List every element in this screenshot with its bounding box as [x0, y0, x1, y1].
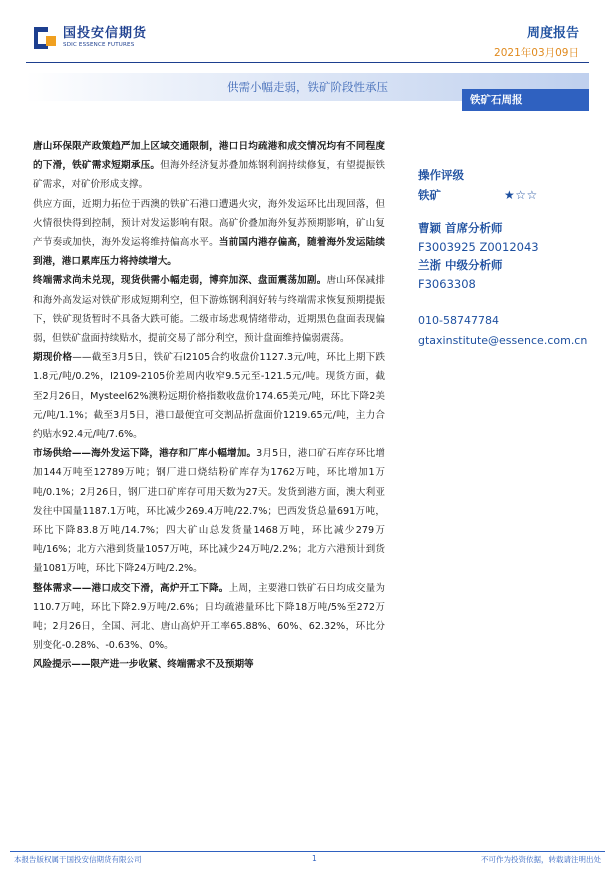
report-date: 2021年03月09日 [494, 47, 579, 59]
supply-text: 供应方面，近期力拓位于西澳的铁矿石港口遭遇火灾，海外发运环比出现回落，但火情很快得到控制，预计对发运影响有限。高矿价叠加海外复苏预期影响，矿山复产节奏或加快，海外发运将维持偏高水平。 [33, 198, 385, 249]
footer-disclaimer: 不可作为投资依据，转载请注明出处 [481, 855, 601, 864]
logo-text-en: SDIC ESSENCE FUTURES [63, 42, 135, 48]
prices-text: ——截至3月5日，铁矿石I2105合约收盘价1127.3元/吨，环比上期下跌1.8元/吨/0.2%，I2109-2105价差周内收窄9.5元至-121.5元/吨。现货方面，截至2月26日，Mysteel62%澳粉远期价格指数收盘价174.65美元/吨，环比下降2美元/吨/1.1%；截至3月5日，港口最便宜可交割品折盘面价1219.65元/吨，主力合约贴水92.4元/吨/7.6%。 [33, 352, 385, 441]
side-panel [418, 165, 608, 351]
paragraph-supply [33, 195, 385, 272]
overall-demand-text: 上周，主要港口铁矿石日均成交量为110.7万吨，环比下降2.9万吨/2.6%；日均疏港量环比下降18万吨/5%至272万吨；2月26日，全国、河北、唐山高炉开工率65.88%、60%、62.32%，环比分别变化-0.28%、-0.63%、0%。 [33, 582, 386, 652]
demand-outlook-bold: 终端需求尚未兑现，现货供需小幅走弱，博弈加深、盘面震荡加剧。 [33, 275, 327, 287]
risk-bold: 风险提示——限产进一步收紧、终端需求不及预期等 [33, 659, 254, 671]
rating-sector: 铁矿 [418, 188, 441, 202]
report-title: 供需小幅走弱，铁矿阶段性承压 [26, 73, 589, 101]
paragraph-market-supply [33, 444, 385, 578]
report-type: 周度报告 [526, 26, 579, 41]
rating-label: 操作评级 [418, 168, 464, 182]
paragraph-summary [33, 137, 385, 195]
market-supply-text: 3月5日，港口矿石库存环比增加144万吨至12789万吨；钢厂进口烧结粉矿库存为1762万吨，环比增加1万吨/0.1%；2月26日，钢厂进口矿库存可用天数为27天。发货到港方面，澳大利亚发往中国量1187.1万吨，环比减少269.4万吨/22.7%；巴西发货总量691万吨，环比下降83.8万吨/14.7%；四大矿山总发货量1468万吨，环比减少279万吨/16%；北方六港到货量1057万吨，环比减少24万吨/2.2%；北方六港预计到货量1081万吨，环比下降24万吨/2.2%。 [33, 448, 385, 575]
company-logo [34, 26, 147, 49]
paragraph-risk [33, 655, 385, 674]
main-content [33, 137, 385, 675]
summary-text: 但海外经济复苏叠加炼钢利润持续修复，有望提振铁矿需求，对矿价形成支撑。 [33, 160, 386, 191]
rating-row [418, 185, 608, 205]
demand-outlook-text: 唐山环保减排和海外高发运对铁矿形成短期利空，但下游炼钢利润好转与终端需求恢复预期提振下，铁矿现货暂时不具备大跌可能。二级市场悲观情绪带动，近期黑色盘面表现偏弱，但铁矿盘面持续贴水，提前交易了部分利空，预计盘面维持偏弱震荡。 [33, 275, 386, 345]
analyst-1-name: 曹颖 首席分析师 [418, 221, 503, 235]
paragraph-demand-outlook [33, 271, 385, 348]
supply-bold: 当前国内港存偏高，随着海外发运陆续到港，港口累库压力将持续增大。 [33, 237, 386, 268]
contact-email[interactable]: gtaxinstitute@essence.com.cn [418, 334, 588, 347]
footer-copyright: 本报告版权属于国投安信期货有限公司 [14, 855, 142, 864]
logo-text-cn: 国投安信期货 [63, 26, 148, 41]
analyst-1-id: F3003925 Z0012043 [418, 239, 539, 254]
summary-bold: 唐山环保限产政策趋严加上区域交通限制，港口日均疏港和成交情况均有不同程度的下滑，铁矿需求短期承压。 [33, 141, 385, 172]
page-number: 1 [312, 854, 317, 863]
market-supply-bold: 市场供给——海外发运下降，港存和厂库小幅增加。 [33, 448, 257, 460]
star-rating-icon: ★☆☆ [504, 188, 538, 202]
contact-phone: 010-58747784 [418, 314, 499, 327]
header-divider [26, 62, 589, 63]
overall-demand-bold: 整体需求——港口成交下滑，高炉开工下降。 [33, 582, 229, 594]
paragraph-prices [33, 348, 385, 444]
analyst-2-id: F3063308 [418, 276, 476, 291]
paragraph-overall-demand [33, 579, 385, 656]
footer-divider [10, 851, 605, 852]
logo-icon [34, 27, 56, 49]
analyst-2-name: 兰浙 中级分析师 [418, 258, 503, 272]
prices-bold: 期现价格 [33, 352, 73, 364]
report-tag: 铁矿石周报 [462, 89, 589, 111]
